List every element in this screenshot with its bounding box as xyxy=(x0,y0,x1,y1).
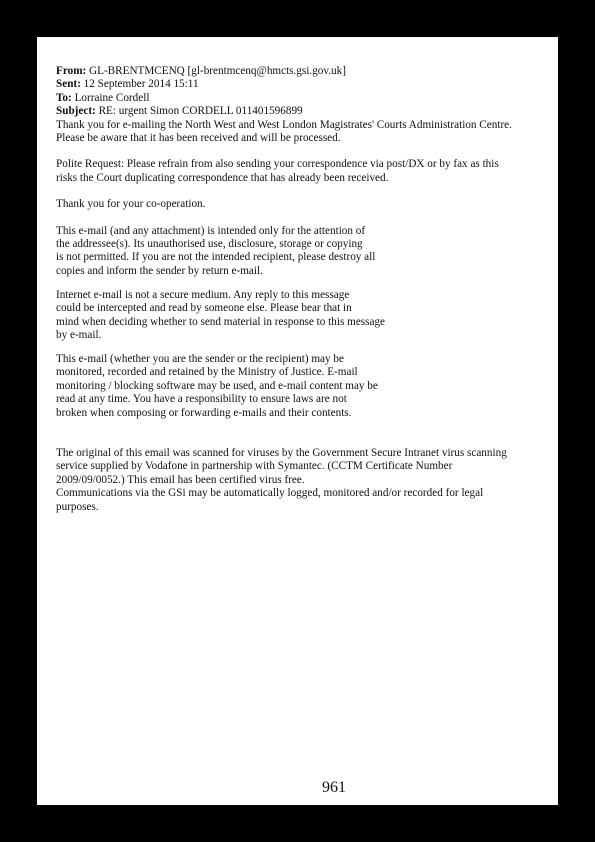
to-value: Lorraine Cordell xyxy=(71,91,150,104)
polite-line-2: risks the Court duplicating correspondence that has already been received. xyxy=(56,171,389,184)
scan-line: 2009/09/0052.) This email has been certified virus free. xyxy=(56,473,305,486)
polite-line-1: Polite Request: Please refrain from also sending your correspondence via post/DX or by fax as this xyxy=(56,158,499,171)
page-number: 961 xyxy=(322,779,346,796)
cooperation-line: Thank you for your co-operation. xyxy=(56,198,206,211)
document-page xyxy=(37,37,558,805)
disclaimer-security xyxy=(56,289,546,343)
to-label: To: xyxy=(56,91,72,104)
disclaimer-line: This e-mail (whether you are the sender or the recipient) may be xyxy=(56,352,344,365)
from-label: From: xyxy=(56,65,87,77)
disclaimer-line: read at any time. You have a responsibility to ensure laws are not xyxy=(56,393,347,406)
disclaimer-confidentiality xyxy=(56,225,546,279)
from-line xyxy=(56,65,546,78)
disclaimer-line: Internet e-mail is not a secure medium. Any reply to this message xyxy=(56,288,350,301)
disclaimer-line: broken when composing or forwarding e-mails and their contents. xyxy=(56,406,352,419)
subject-line xyxy=(56,105,546,118)
disclaimer-line: This e-mail (and any attachment) is intended only for the attention of xyxy=(56,224,366,237)
disclaimer-line: monitored, recorded and retained by the Ministry of Justice. E-mail xyxy=(56,366,358,379)
thanks-line-2: Please be aware that it has been received and will be processed. xyxy=(56,132,341,145)
sent-label: Sent: xyxy=(56,78,81,91)
disclaimer-line: by e-mail. xyxy=(56,329,102,341)
disclaimer-line: the addressee(s). Its unauthorised use, disclosure, storage or copying xyxy=(56,238,363,251)
email-content xyxy=(56,65,546,514)
scan-line: purposes. xyxy=(56,500,99,513)
disclaimer-monitoring xyxy=(56,353,546,420)
subject-label: Subject: xyxy=(56,105,96,118)
disclaimer-line: copies and inform the sender by return e-mail. xyxy=(56,264,263,277)
scan-line: Communications via the GSi may be automatically logged, monitored and/or recorded for legal xyxy=(56,487,484,500)
thanks-line-1: Thank you for e-mailing the North West and West London Magistrates' Courts Administration Centre. xyxy=(56,118,512,131)
to-line xyxy=(56,92,546,105)
disclaimer-line: could be intercepted and read by someone else. Please bear that in xyxy=(56,302,352,315)
scan-line: service supplied by Vodafone in partnership with Symantec. (CCTM Certificate Number xyxy=(56,460,453,473)
disclaimer-line: is not permitted. If you are not the intended recipient, please destroy all xyxy=(56,251,376,264)
subject-value: RE: urgent Simon CORDELL 011401596899 xyxy=(95,105,303,118)
from-value: GL-BRENTMCENQ [gl-brentmcenq@hmcts.gsi.gov.uk] xyxy=(86,65,346,77)
disclaimer-line: mind when deciding whether to send material in response to this message xyxy=(56,315,386,328)
virus-scan-notice xyxy=(56,447,546,514)
sent-line xyxy=(56,78,546,91)
scan-line: The original of this email was scanned for viruses by the Government Secure Intranet virus scanning xyxy=(56,446,507,459)
disclaimer-line: monitoring / blocking software may be used, and e-mail content may be xyxy=(56,379,378,392)
sent-value: 12 September 2014 15:11 xyxy=(80,78,199,91)
